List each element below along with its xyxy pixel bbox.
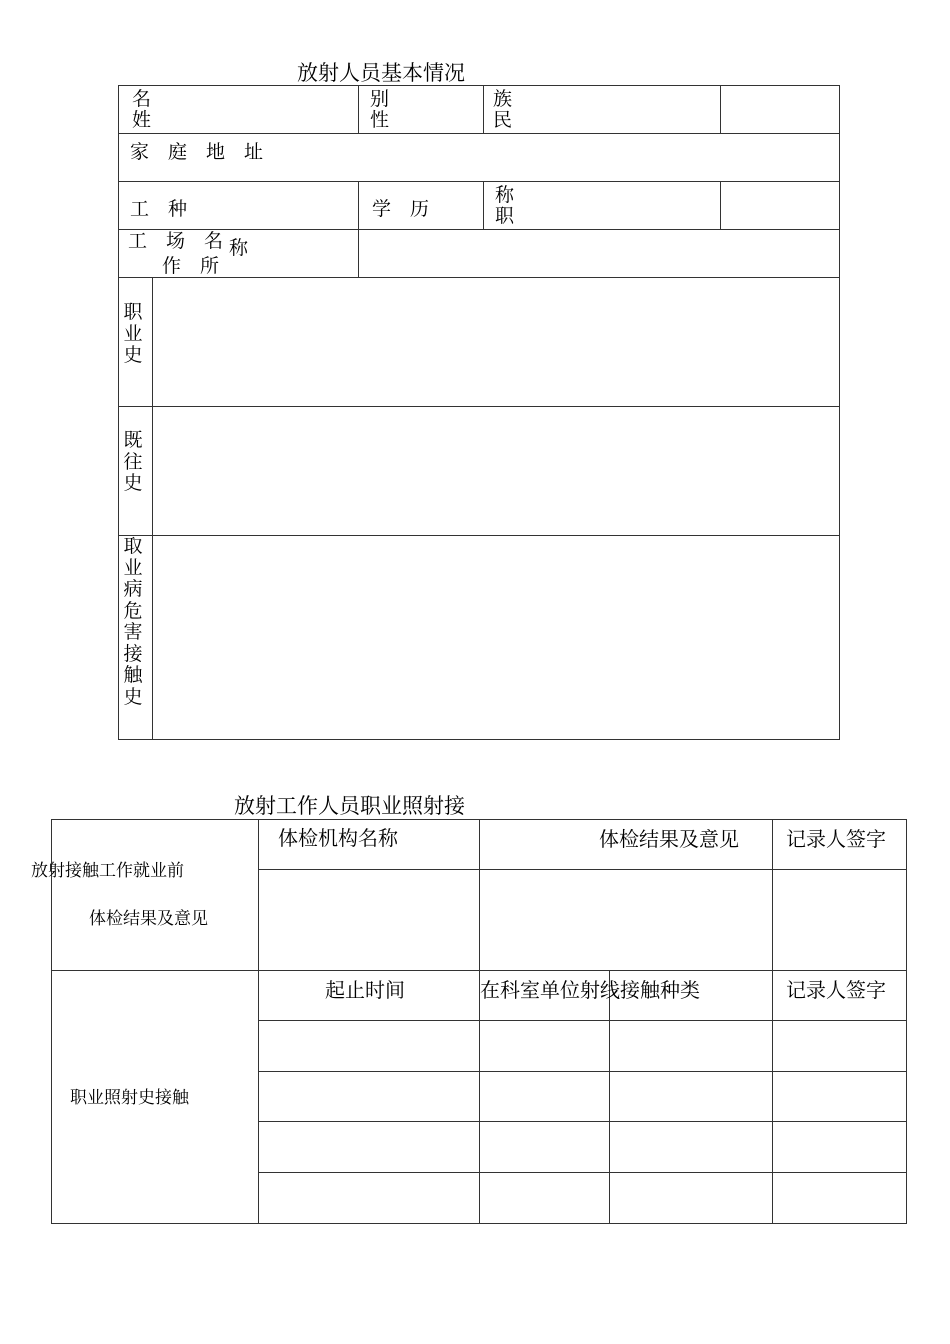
exam-result-cell[interactable]: [480, 870, 771, 969]
past-history-label: 既往史: [123, 429, 143, 494]
education-label: 学 历: [372, 198, 430, 220]
gender-label-bottom: 性: [370, 109, 390, 131]
col-contact-type: 射线接触种类: [580, 978, 700, 1002]
pre-employment-label-line1: 放射接触工作就业前: [31, 861, 184, 881]
exam-org-cell[interactable]: [259, 870, 478, 969]
signer-cell[interactable]: [773, 870, 905, 969]
workplace-label-a: 工 场 名: [128, 230, 224, 252]
radiation-contact-title: 放射工作人员职业照射接: [234, 794, 465, 818]
exposure-history-label: 职业照射史接触: [70, 1088, 189, 1108]
occupational-history-label: 职业史: [123, 301, 143, 366]
hazard-history-label: 取业病危害接触史: [123, 535, 143, 708]
pre-employment-label-line2: 体检结果及意见: [89, 909, 208, 929]
col-exam-result: 体检结果及意见: [599, 827, 739, 851]
ethnicity-label-top: 族: [493, 88, 513, 110]
table-border: [118, 85, 840, 86]
col-exam-org: 体检机构名称: [278, 826, 398, 850]
job-type-label: 工 种: [130, 198, 188, 220]
basic-info-title: 放射人员基本情况: [297, 61, 465, 85]
address-label: 家 庭 地 址: [130, 141, 264, 163]
col-signer-2: 记录人签字: [786, 978, 886, 1002]
gender-label-top: 别: [370, 88, 390, 110]
name-label-top: 名: [132, 88, 152, 110]
job-title-label-top: 称: [495, 184, 515, 206]
job-title-label-bottom: 职: [495, 205, 515, 227]
ethnicity-label-bottom: 民: [493, 109, 513, 131]
col-signer-1: 记录人签字: [786, 827, 886, 851]
name-label-bottom: 姓: [132, 109, 152, 131]
workplace-label-b: 作 所: [162, 255, 220, 277]
col-period: 起止时间: [325, 978, 405, 1002]
workplace-label-c: 称: [229, 237, 249, 259]
col-department: 在科室单位: [480, 978, 580, 1002]
